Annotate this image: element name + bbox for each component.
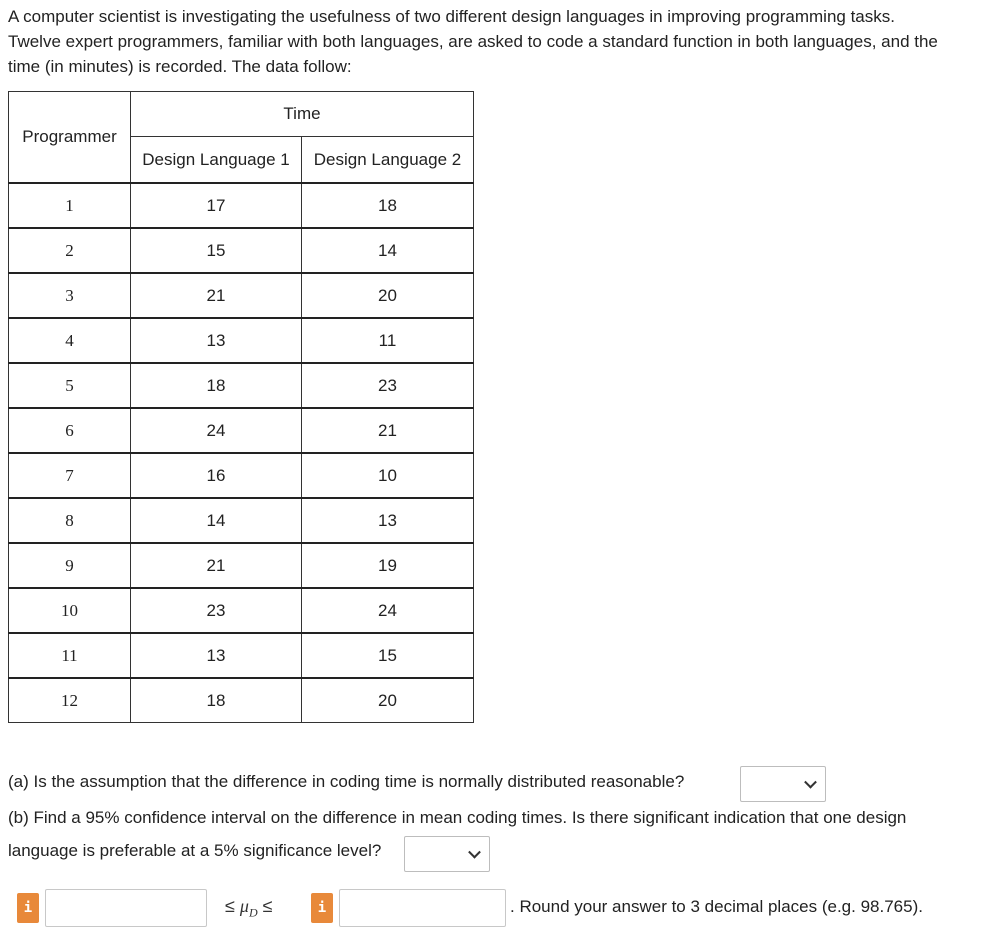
cell-design-language-2: 21 [302,408,474,453]
cell-design-language-1: 13 [131,633,302,678]
cell-design-language-1: 24 [131,408,302,453]
info-icon-lower[interactable]: i [17,893,39,923]
table-row [9,318,474,363]
question-b-dropdown[interactable] [404,836,490,872]
table-row [9,273,474,318]
cell-design-language-2: 19 [302,543,474,588]
table-row [9,408,474,453]
cell-design-language-2: 20 [302,273,474,318]
cell-programmer: 6 [9,408,131,453]
table-row [9,183,474,228]
cell-design-language-2: 10 [302,453,474,498]
cell-design-language-2: 24 [302,588,474,633]
cell-design-language-2: 14 [302,228,474,273]
question-a-dropdown[interactable] [740,766,826,802]
cell-programmer: 12 [9,678,131,723]
cell-programmer: 7 [9,453,131,498]
cell-programmer: 9 [9,543,131,588]
cell-programmer: 2 [9,228,131,273]
cell-design-language-2: 20 [302,678,474,723]
cell-design-language-1: 13 [131,318,302,363]
cell-programmer: 10 [9,588,131,633]
table-row [9,588,474,633]
question-b-line-1: (b) Find a 95% confidence interval on the difference in mean coding times. Is there significant indication that one design [8,808,907,827]
ci-upper-input[interactable] [339,889,506,927]
cell-design-language-2: 11 [302,318,474,363]
table-row [9,543,474,588]
le-symbol-left: ≤ [225,896,235,916]
table-row [9,363,474,408]
question-a: (a) Is the assumption that the difference in coding time is normally distributed reasonable? [8,772,685,791]
table-row [9,498,474,543]
table-row [9,678,474,723]
cell-programmer: 1 [9,183,131,228]
cell-design-language-1: 21 [131,543,302,588]
cell-design-language-1: 14 [131,498,302,543]
intro-line-2: Twelve expert programmers, familiar with both languages, are asked to code a standard function in both languages, and the [8,32,938,51]
mu-symbol: μ [239,896,249,916]
header-design-language-1: Design Language 1 [131,137,302,184]
cell-design-language-2: 18 [302,183,474,228]
cell-design-language-2: 15 [302,633,474,678]
cell-design-language-1: 18 [131,363,302,408]
cell-programmer: 5 [9,363,131,408]
table-row [9,228,474,273]
rounding-instruction: . Round your answer to 3 decimal places (e.g. 98.765). [510,897,923,916]
intro-line-3: time (in minutes) is recorded. The data follow: [8,57,352,76]
cell-programmer: 3 [9,273,131,318]
chevron-down-icon [804,776,817,789]
ci-lower-input[interactable] [45,889,207,927]
cell-design-language-1: 23 [131,588,302,633]
mu-d-expression [225,896,273,921]
cell-design-language-1: 21 [131,273,302,318]
chevron-down-icon [468,846,481,859]
info-icon-upper[interactable]: i [311,893,333,923]
cell-design-language-1: 17 [131,183,302,228]
le-symbol-right: ≤ [262,896,273,916]
data-table [8,91,474,723]
cell-design-language-2: 13 [302,498,474,543]
header-time: Time [131,92,474,137]
cell-design-language-1: 18 [131,678,302,723]
cell-design-language-1: 16 [131,453,302,498]
question-b-line-2: language is preferable at a 5% significance level? [8,841,382,860]
table-row [9,453,474,498]
cell-design-language-1: 15 [131,228,302,273]
table-row [9,633,474,678]
cell-design-language-2: 23 [302,363,474,408]
cell-programmer: 4 [9,318,131,363]
intro-line-1: A computer scientist is investigating the usefulness of two different design languages in improving programming tasks. [8,7,895,26]
table-body [9,183,474,723]
cell-programmer: 8 [9,498,131,543]
header-design-language-2: Design Language 2 [302,137,474,184]
mu-subscript: D [248,905,258,920]
problem-statement [8,4,993,79]
cell-programmer: 11 [9,633,131,678]
header-programmer: Programmer [9,92,131,184]
